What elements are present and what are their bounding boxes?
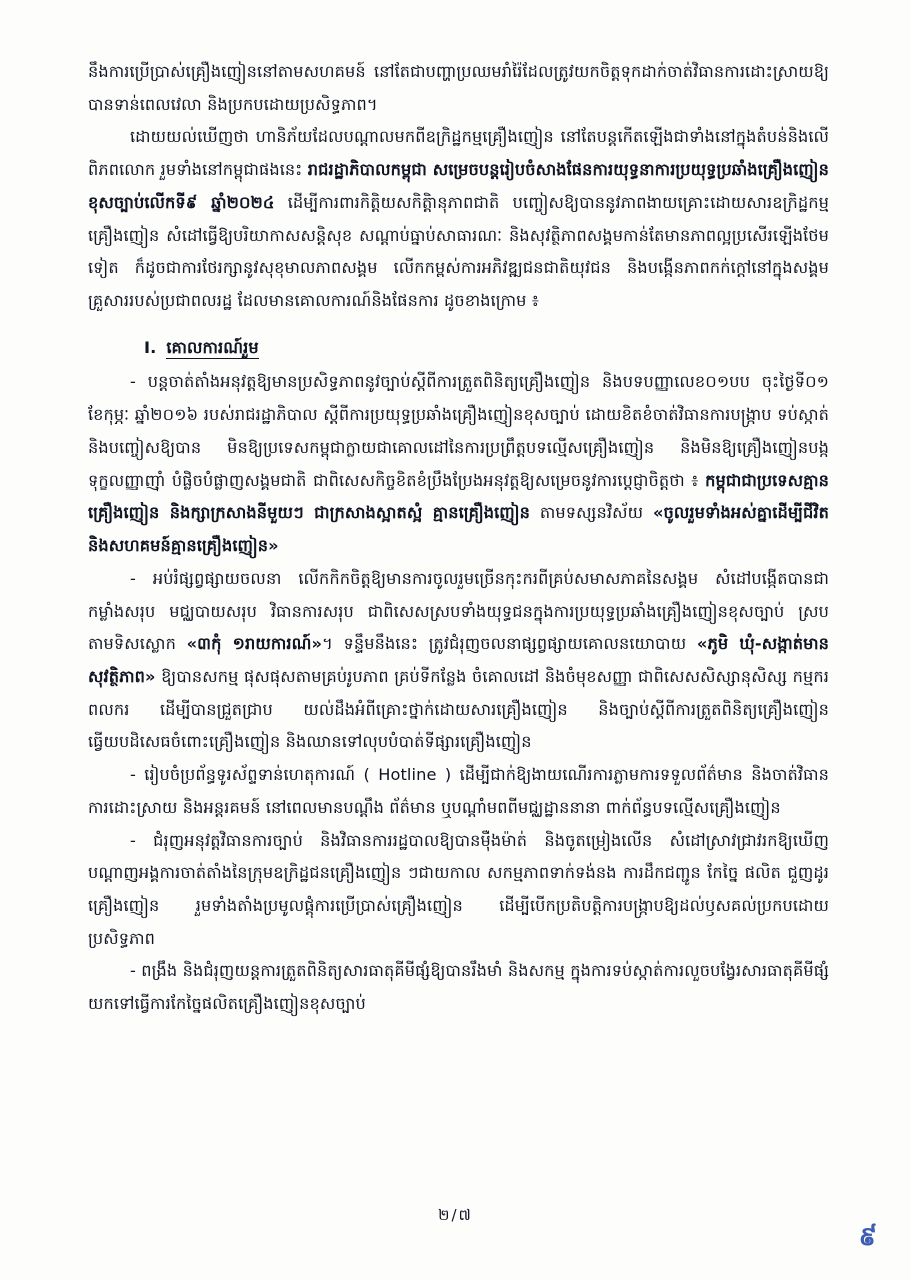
run-text: - រៀបចំប្រព័ន្ធទូរស័ព្ទទាន់ហេតុការណ៍ ( Hotline ) ដើម្បីជាក់ឱ្យងាយណើរការភ្លាមការទទួលព័ត៌មាន និងចាត់វិធានការដោះស្រាយ និងអន្តរគមន៍ នៅពេលមានបណ្ដឹង ព័ត៌មាន ឬបណ្ដាំមពពីមជ្ឈដ្ឋាននានា ពាក់ព័ន្ធបទល្មើសគ្រឿងញៀន <box>88 765 829 817</box>
run-text: - ជំរុញអនុវត្តវិធានការច្បាប់ និងវិធានការរដ្ឋបាលឱ្យបានម៉ឺងម៉ាត់ និងចូតម្រៀងលើន សំដៅស្រាវជ្រាវរកឱ្យឃើញបណ្ដាញអង្គការចាត់តាំងនៃក្រុមឧក្រិដ្ឋជនគ្រឿងញៀន ៗជាយកាល សកម្មភាពទាក់ទង់នង ការដឹកជញ្ជូន កែច្នៃ ផលិត ជួញដូរគ្រឿងញៀន រួមទាំងតាំងប្រមូលផ្តុំការប្រើប្រាស់គ្រឿងញៀន ដើម្បីបើកប្រតិបត្តិការបង្ក្រាបឱ្យដល់ឫសគល់ប្រកបដោយប្រសិទ្ធភាព <box>88 830 829 948</box>
list-item-principle-4 <box>88 825 829 956</box>
run-text: ដោយយល់ឃើញថា ហានិភ័យដែលបណ្ដាលមកពីឧក្រិដ្ឋកម្មគ្រឿងញៀន នៅតែបន្តកើតឡើងជាទាំងនៅក្នុងតំបន់និងលើពិភពលោក រួមទាំងនៅកម្ពុជាផងនេះ <box>88 127 829 180</box>
run-text-tail: ឱ្យបានសកម្ម ផុសផុសតាមគ្រប់រូបភាព គ្រប់ទីកន្លែង ចំគោលដៅ និងចំមុខសញ្ញា ជាពិសេសសិស្សានុសិស្ស កម្មករ ពលករ ដើម្បីបានជ្រួតជ្រាប យល់ដឹងអំពីគ្រោះថ្នាក់ដោយសារគ្រឿងញៀន និងច្បាប់ស្ដីពីការត្រួតពិនិត្យគ្រឿងញៀន ធ្វើយបដិសេធចំពោះគ្រឿងញៀន និងឈានទៅលុបបំបាត់ទីផ្សារគ្រឿងញៀន <box>88 666 829 752</box>
run-bold-policy: «ភូមិ ឃុំ-សង្កាត់មានសុវត្ថិភាព» <box>88 634 829 686</box>
run-text: - ពង្រឹង និងជំរុញយន្តការត្រួតពិនិត្យសារធាតុគីមីផ្សំឱ្យបានរឹងមាំ និងសកម្ម ក្នុងការទប់ស្កាត់ការលួចបង្វែរសារធាតុគីមីផ្សំ យកទៅធ្វើការកែច្នៃផលិតគ្រឿងញៀនខុសច្បាប់ <box>88 961 829 1014</box>
page-number: ២/៧ <box>438 1206 473 1224</box>
run-text-mid: តាមទស្សនវិស័យ <box>530 503 653 523</box>
list-item-principle-5 <box>88 955 829 1020</box>
list-item-principle-3 <box>88 759 829 824</box>
run-bold-vision: «ចូលរួមទាំងអស់គ្នាដើម្បីជីវិត និងសហគមន៍គ្មានគ្រឿងញៀន» <box>88 503 829 556</box>
run-text: - បន្តចាត់តាំងអនុវត្តឱ្យមានប្រសិទ្ធភាពនូវច្បាប់ស្ដីពីការត្រួតពិនិត្យគ្រឿងញៀន និងបទបញ្ញាលេខ០១បប ចុះថ្ងៃទី០១ ខែកុម្ភៈ ឆ្នាំ២០១៦ របស់រាជរដ្ឋាភិបាល ស្ដីពីការប្រយុទ្ធប្រឆាំងគ្រឿងញៀនខុសច្បាប់ ដោយខិតខំចាត់វិធានការបង្ក្រាប ទប់ស្កាត់ និងបញ្ចៀសឱ្យបាន មិនឱ្យប្រទេសកម្ពុជាក្លាយជាគោលដៅនៃការប្រព្រឹត្តបទល្មើសគ្រឿងញៀន និងមិនឱ្យគ្រឿងញៀនបង្កទុក្ខលញ្ញាញ៉ាំ បំផ្លិចបំផ្លាញសង្គមជាតិ ជាពិសេសកិច្ចខិតខំប្រឹងប្រែងអនុវត្តឱ្យសម្រេចនូវការប្ដេជ្ញាចិត្តថា ៖ <box>88 372 829 490</box>
list-item-principle-1 <box>88 366 829 562</box>
document-body <box>88 56 829 1021</box>
section-heading <box>88 332 829 365</box>
section-title: គោលការណ៍រួម <box>166 337 259 357</box>
paragraph-text: នឹងការប្រើប្រាស់គ្រឿងញៀននៅតាមសហគមន៍ នៅតែជាបញ្ហាប្រឈមរាំរ៉ៃដែលត្រូវយកចិត្តទុកដាក់ចាត់វិធានការដោះស្រាយឱ្យបានទាន់ពេលវេលា និងប្រកបដោយប្រសិទ្ធភាព។ <box>88 62 829 114</box>
paragraph-continuation <box>88 56 829 121</box>
run-text-tail: ដើម្បីការពារកិត្តិយសកិត្តិានុភាពជាតិ បញ្ចៀសឱ្យបាននូវភាពងាយគ្រោះដោយសារឧក្រិដ្ឋកម្មគ្រឿងញៀន សំដៅធ្វើឱ្យបរិយាកាសសន្តិសុខ សណ្ដាប់ធ្នាប់សាធារណៈ និងសុវត្ថិភាពសង្គមកាន់តែមានភាពល្អប្រសើរឡើងថែមទៀត ក៏ដូចជាការថែរក្សានូវសុខុមាលភាពសង្គម លើកកម្ពស់ការអភិវឌ្ឍជនជាតិយុវជន និងបង្កើនភាពកក់ក្ដៅនៅក្នុងសង្គមគ្រួសាររបស់ប្រជាពលរដ្ឋ ដែលមានគោលការណ៍និងផែនការ ដូចខាងក្រោម ៖ <box>88 192 829 311</box>
run-text: - អប់រំផ្សព្វផ្សាយចលនា លើកកិកចិត្តឱ្យមានការចូលរួមច្រើនកុះករពីគ្រប់សមាសភាគនៃសង្គម សំដៅបង្កើតបានជាកម្លាំងសរុប មជ្ឈបាយសរុប វិធានការសរុប ជាពិសេសស្របទាំងយុទ្ធជនក្នុងការប្រយុទ្ធប្រឆាំងគ្រឿងញៀនខុសច្បាប់ ស្របតាមទិសស្លោក <box>88 568 829 654</box>
list-item-principle-2 <box>88 563 829 759</box>
paragraph-government-decision <box>88 121 829 317</box>
run-bold-campaign-title: សម្រេចបន្តរៀបចំសាងផែនការយុទ្ធនាការប្រយុទ្ធប្រឆាំងគ្រឿងញៀនខុសច្បាប់លើកទី៩ ឆ្នាំ២០២៤ <box>88 160 829 212</box>
corner-stamp-mark: ៩ <box>858 1222 877 1252</box>
run-bold-slogan: «៣កុំ ១រាយការណ៍» <box>186 634 323 654</box>
run-bold-royal-government: រាជរដ្ឋាភិបាលកម្ពុជា <box>307 160 427 180</box>
run-bold-pledge: កម្ពុជាជាប្រទេសគ្មានគ្រឿងញៀន និងក្សាក្រសាងនីមួយៗ ជាក្រសាងស្អាតស្អំ គ្មានគ្រឿងញៀន <box>88 470 829 523</box>
run-text-mid: ។ ទន្ទឹមនឹងនេះ ត្រូវជំរុញចលនាផ្សព្វផ្សាយគោលនយោបាយ <box>322 634 697 654</box>
section-numeral: I. <box>144 337 157 357</box>
